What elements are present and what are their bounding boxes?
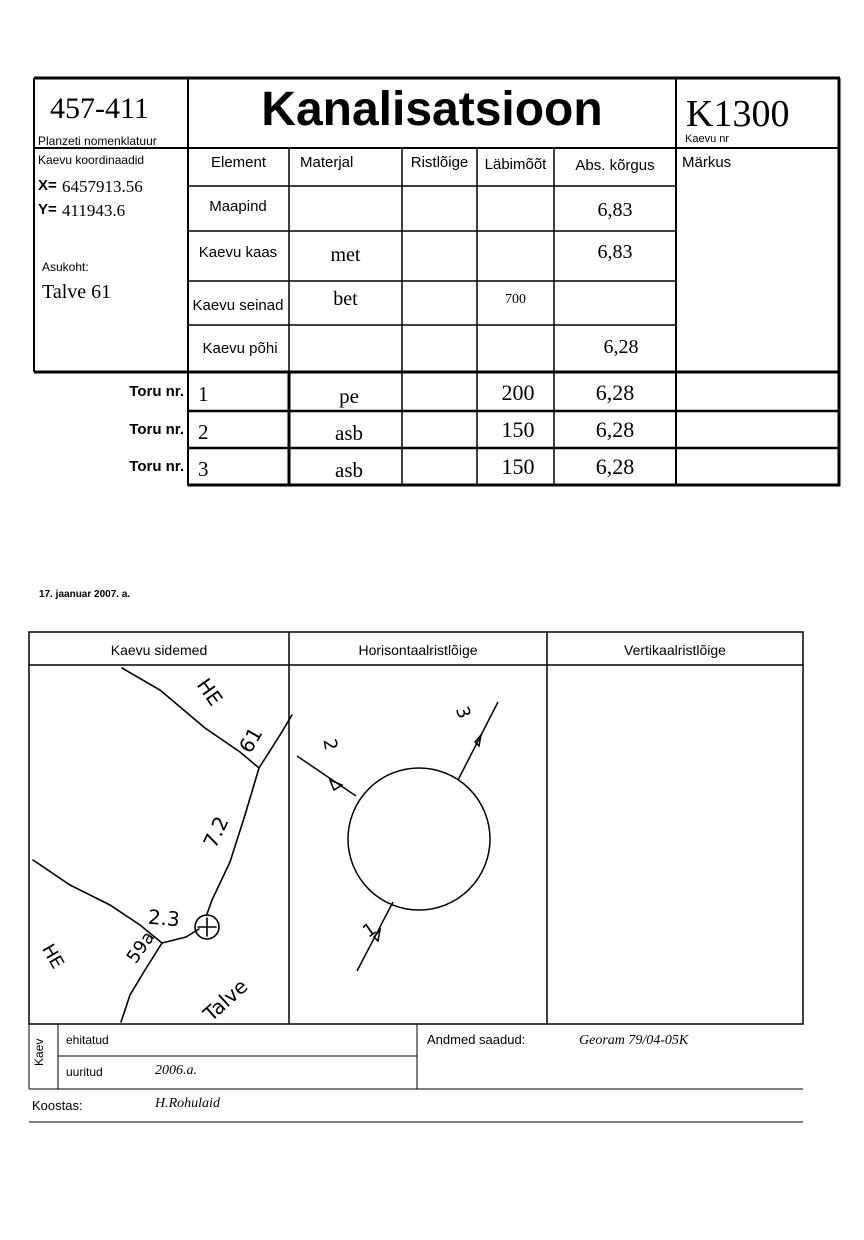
header-notes: Märkus <box>682 154 732 171</box>
pipe-label: Toru nr. <box>129 421 184 438</box>
footer-side-label: Kaev <box>32 1038 46 1066</box>
x-label: X= <box>38 177 57 194</box>
horizontal-header: Horisontaalristlõige <box>358 642 478 658</box>
y-label: Y= <box>38 201 57 218</box>
well-number-label: Kaevu nr <box>685 133 730 145</box>
row-diameter: 700 <box>505 292 526 307</box>
well-number: K1300 <box>686 93 790 135</box>
row-element: Kaevu seinad <box>192 297 284 314</box>
data-source-label: Andmed saadud: <box>427 1032 526 1047</box>
author-label: Koostas: <box>32 1098 83 1113</box>
pipe-height: 6,28 <box>595 454 635 479</box>
nomenclature-value: 457-411 <box>50 92 149 125</box>
vertical-header: Vertikaalristlõige <box>624 642 726 658</box>
row-element: Kaevu põhi <box>202 340 278 357</box>
nomenclature-label: Planzeti nomenklatuur <box>38 134 157 148</box>
note-talve: Talve <box>198 974 253 1026</box>
location-value: Talve 61 <box>42 281 112 303</box>
page-title: Kanalisatsioon <box>261 83 603 136</box>
pipe-number: 1 <box>198 382 209 406</box>
pipe-material: asb <box>335 458 363 482</box>
x-value: 6457913.56 <box>62 177 143 196</box>
header-abs-height: Abs. kõrgus <box>575 157 655 174</box>
document-date: 17. jaanuar 2007. a. <box>39 589 131 600</box>
pipe-3-label: 3 <box>450 703 475 722</box>
location-label: Asukoht: <box>42 260 89 274</box>
pipe-1-label: 1 <box>359 918 381 943</box>
ties-sketch <box>33 668 292 1022</box>
header-material: Materjal <box>300 154 354 171</box>
pipe-material: asb <box>335 421 363 445</box>
pipe-diameter: 200 <box>501 380 535 405</box>
pipe-label: Toru nr. <box>129 458 184 475</box>
author-value: H.Rohulaid <box>155 1096 220 1111</box>
note-he: HE <box>192 673 228 711</box>
pipe-number: 3 <box>198 457 209 481</box>
surveyed-label: uuritud <box>66 1065 103 1079</box>
data-source-value: Georam 79/04-05K <box>579 1033 689 1048</box>
coords-label: Kaevu koordinaadid <box>38 153 145 167</box>
pipe-diameter: 150 <box>501 454 535 479</box>
header-element: Element <box>210 154 267 171</box>
row-height: 6,28 <box>603 336 639 358</box>
header-diameter: Läbimõõt <box>484 156 547 173</box>
note-61: 61 <box>233 722 268 758</box>
row-height: 6,83 <box>597 199 633 221</box>
row-element: Maapind <box>209 198 267 215</box>
row-height: 6,83 <box>597 241 633 263</box>
note-7-2: 7.2 <box>198 812 234 852</box>
built-label: ehitatud <box>66 1033 109 1047</box>
row-element: Kaevu kaas <box>198 244 278 261</box>
pipe-height: 6,28 <box>595 417 635 442</box>
row-material: bet <box>333 288 358 310</box>
y-value: 411943.6 <box>62 201 126 220</box>
pipe-number: 2 <box>198 420 209 444</box>
surveyed-value: 2006.a. <box>155 1063 197 1078</box>
ties-header: Kaevu sidemed <box>110 642 208 658</box>
note-he-2: HE <box>37 940 68 973</box>
pipe-2-label: 2 <box>318 737 342 752</box>
note-59a: 59a <box>122 927 160 968</box>
pipe-diameter: 150 <box>501 417 535 442</box>
row-material: met <box>330 244 361 266</box>
pipe-height: 6,28 <box>595 380 635 405</box>
pipe-material: pe <box>339 384 359 408</box>
note-2-3: 2.3 <box>147 904 181 932</box>
header-cross: Ristlõige <box>410 154 469 171</box>
pipe-label: Toru nr. <box>129 383 184 400</box>
